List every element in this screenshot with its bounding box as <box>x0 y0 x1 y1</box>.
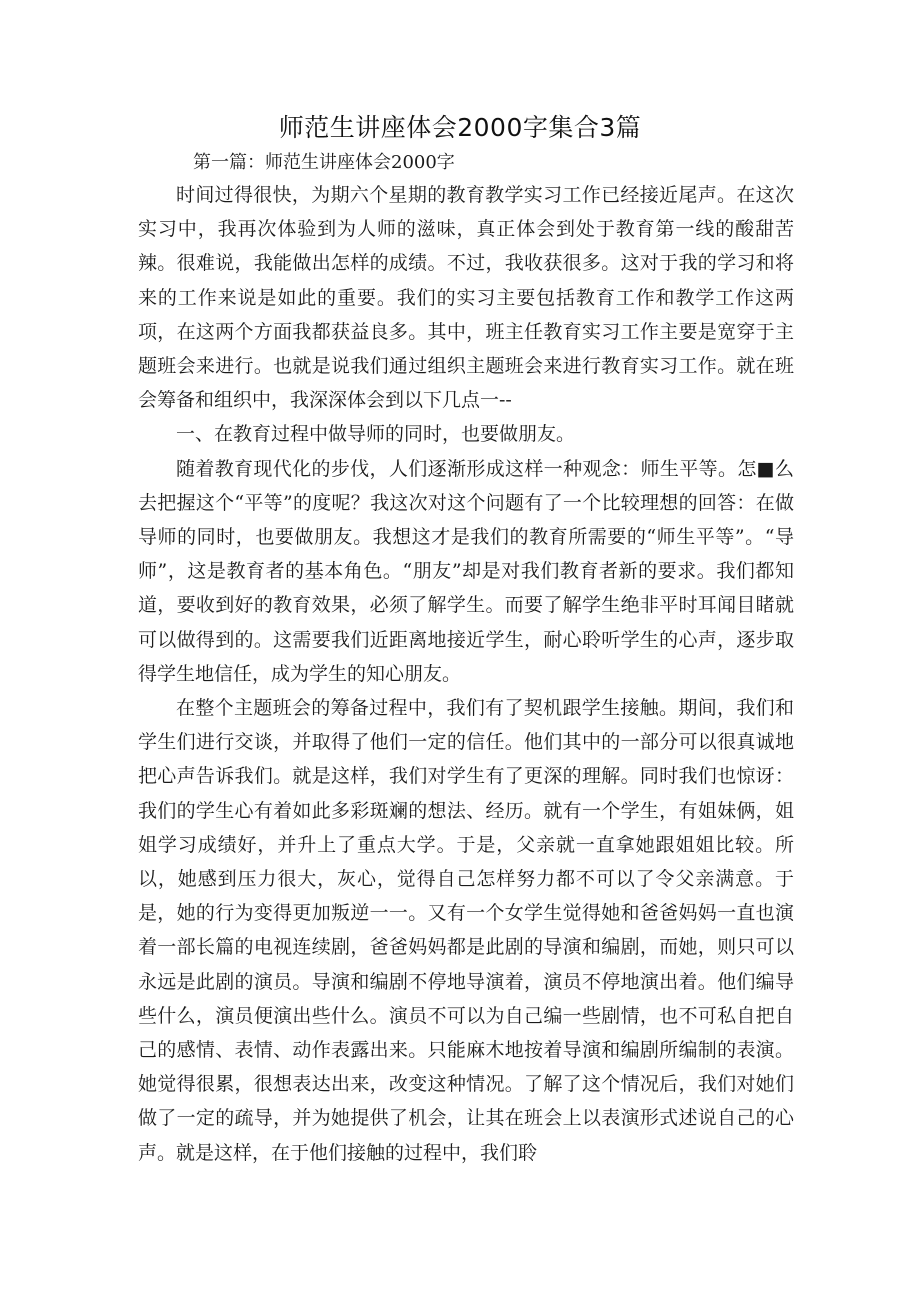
paragraph: 一、在教育过程中做导师的同时，也要做朋友。 <box>176 423 576 446</box>
paragraph: 随着教育现代化的步伐，人们逐渐形成这样一种观念：师生平等。怎■么去把握这个“平等”的度呢？我这次对这个问题有了一个比较理想的回答：在做导师的同时，也要做朋友。我想这才是我们的教育所需要的“师生平等”。“导师”，这是教育者的基本角色。“朋友”却是对我们教育者新的要求。我们都知道，要收到好的教育效果，必须了解学生。而要了解学生绝非平时耳闻目睹就可以做得到的。这需要我们近距离地接近学生，耐心聆听学生的心声，逐步取得学生地信任，成为学生的知心朋友。 <box>138 457 794 685</box>
section-heading: 第一篇：师范生讲座体会2000字 <box>193 152 455 173</box>
paragraph: 在整个主题班会的筹备过程中，我们有了契机跟学生接触。期间，我们和学生们进行交谈，并取得了他们一定的信任。他们其中的一部分可以很真诚地把心声告诉我们。就是这样，我们对学生有了更深的理解。同时我们也惊讶：我们的学生心有着如此多彩斑斓的想法、经历。就有一个学生，有姐妹俩，姐姐学习成绩好，并升上了重点大学。于是，父亲就一直拿她跟姐姐比较。所以，她感到压力很大，灰心，觉得自己怎样努力都不可以了令父亲满意。于是，她的行为变得更加叛逆一一。又有一个女学生觉得她和爸爸妈妈一直也演着一部长篇的电视连续剧，爸爸妈妈都是此剧的导演和编剧，而她，则只可以永远是此剧的演员。导演和编剧不停地导演着，演员不停地演出着。他们编导些什么，演员便演出些什么。演员不可以为自己编一些剧情，也不可私自把自己的感情、表情、动作表露出来。只能麻木地按着导演和编剧所编制的表演。她觉得很累，很想表达出来，改变这种情况。了解了这个情况后，我们对她们做了一定的疏导，并为她提供了机会，让其在班会上以表演形式述说自己的心声。就是这样，在于他们接触的过程中，我们聆 <box>138 697 794 1164</box>
document-body <box>138 178 794 1170</box>
document-title: 师范生讲座体会2000字集合3篇 <box>278 113 642 142</box>
paragraph: 时间过得很快，为期六个星期的教育教学实习工作已经接近尾声。在这次实习中，我再次体验到为人师的滋味，真正体会到处于教育第一线的酸甜苦辣。很难说，我能做出怎样的成绩。不过，我收获很多。这对于我的学习和将来的工作来说是如此的重要。我们的实习主要包括教育工作和教学工作这两项，在这两个方面我都获益良多。其中，班主任教育实习工作主要是宽穿于主题班会来进行。也就是说我们通过组织主题班会来进行教育实习工作。就在班会筹备和组织中，我深深体会到以下几点一-- <box>138 184 794 412</box>
